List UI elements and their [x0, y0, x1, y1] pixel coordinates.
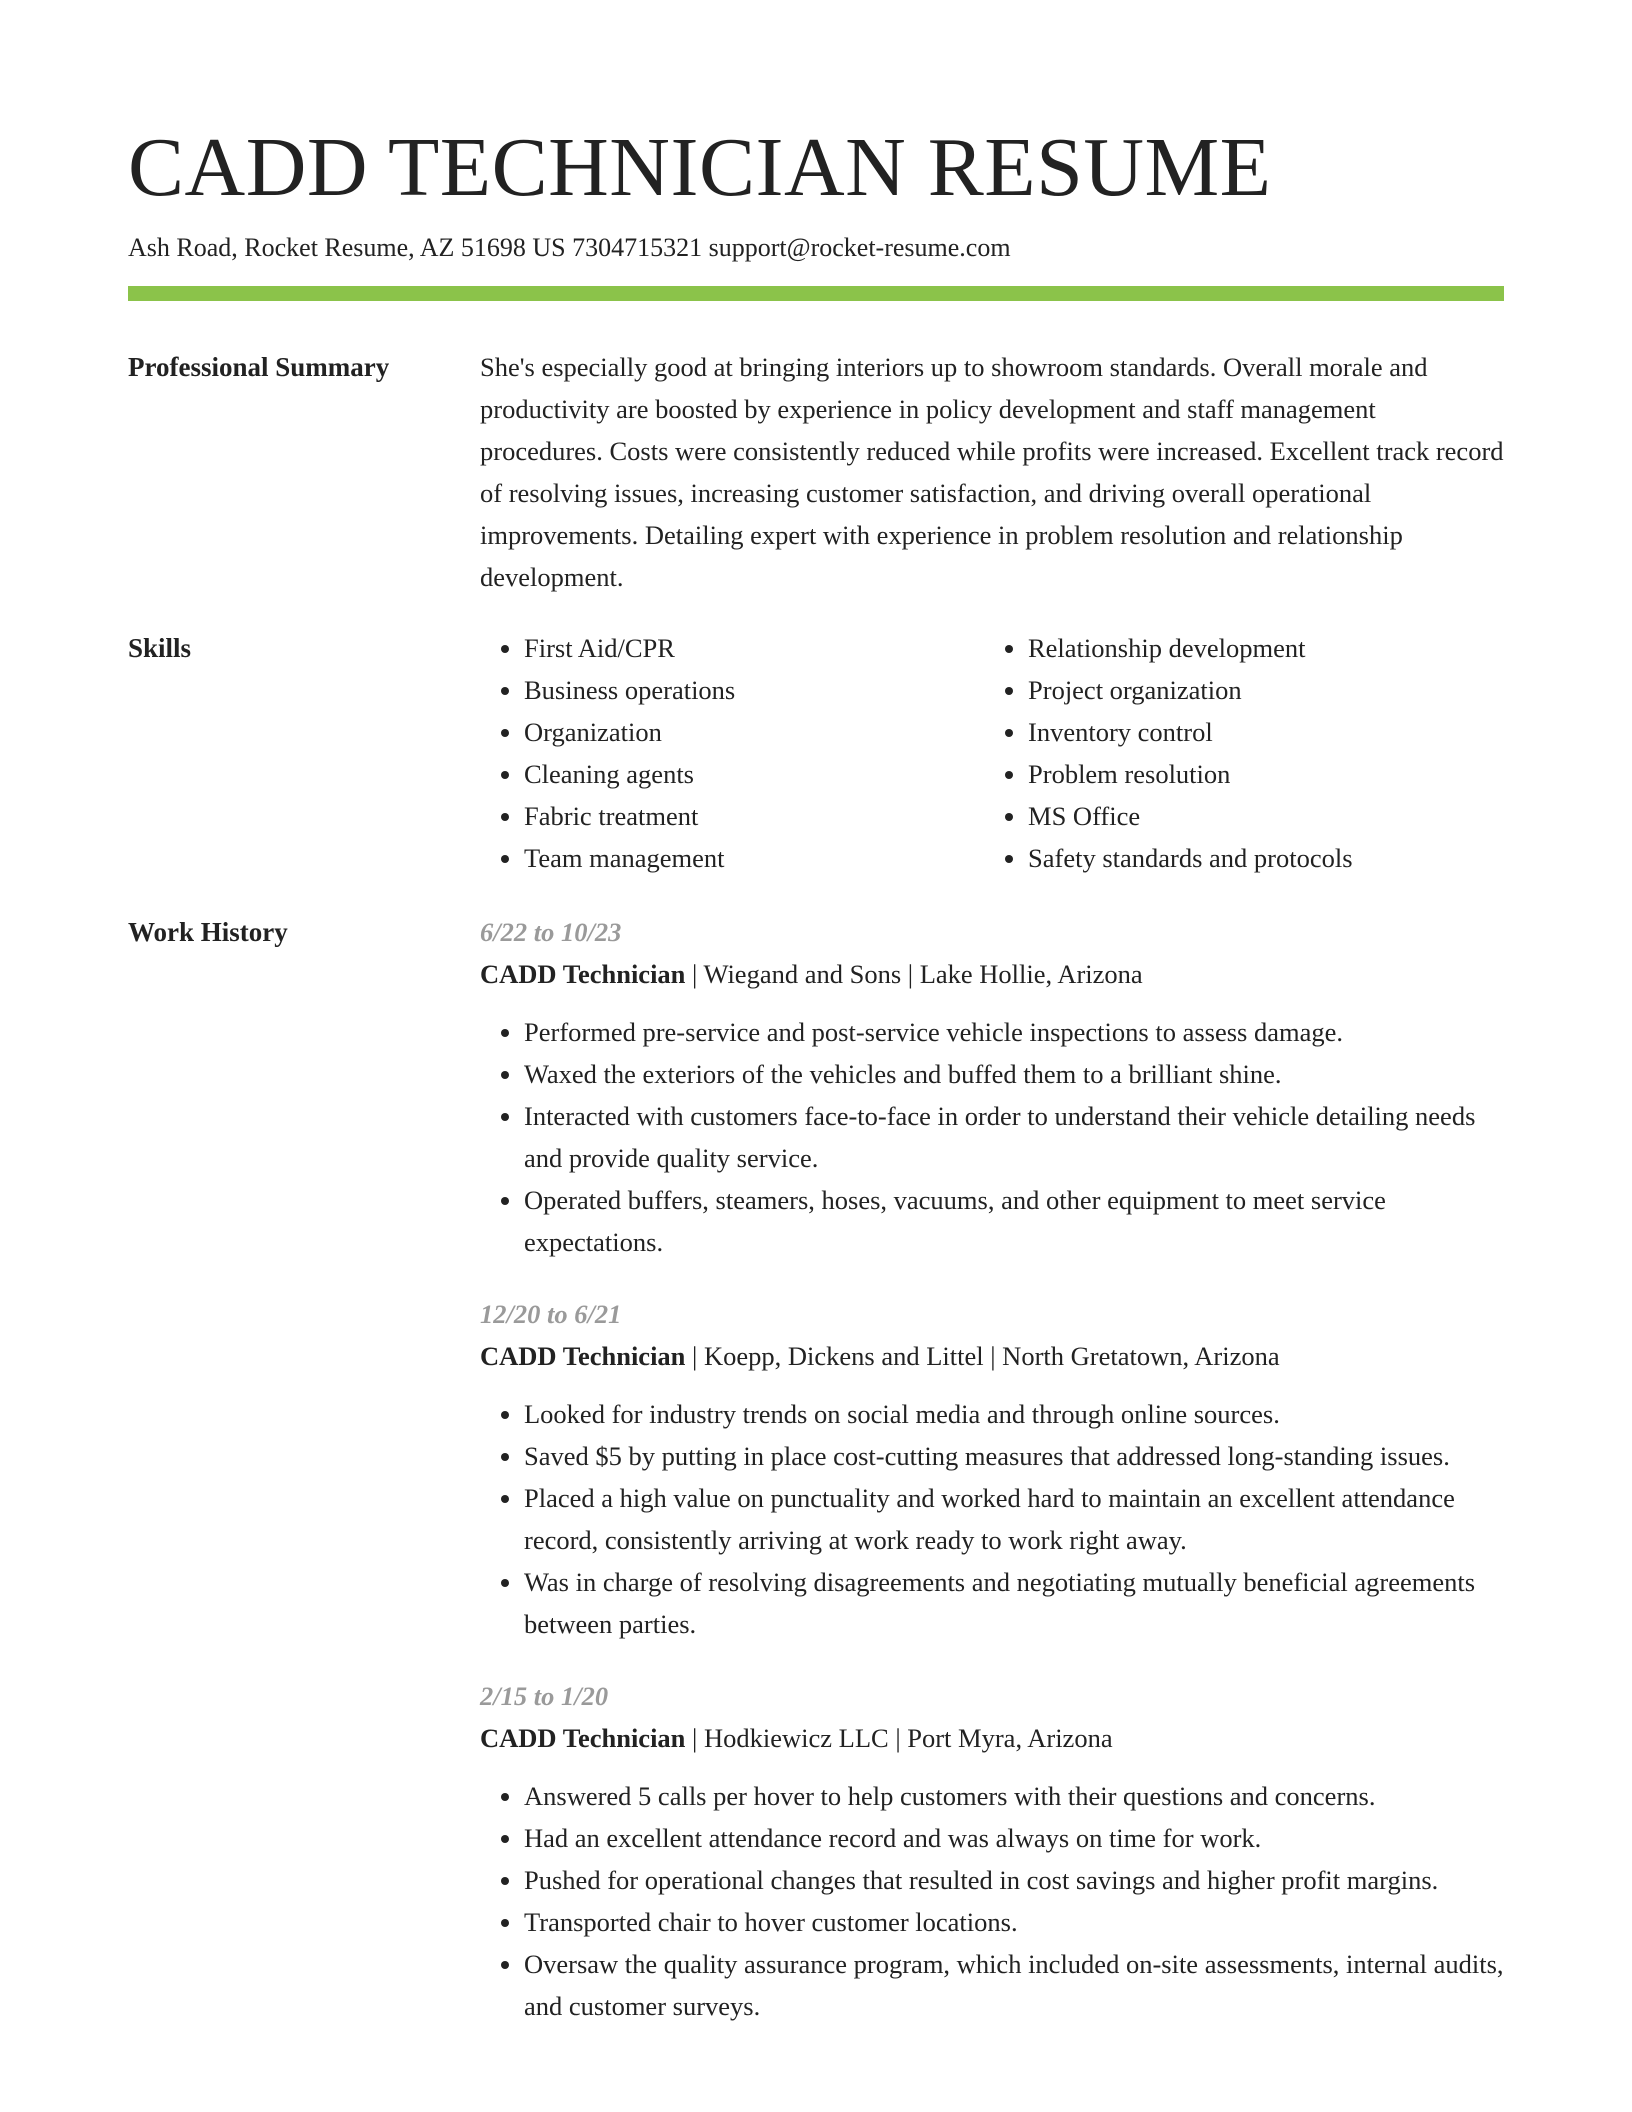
skill-item: • Safety standards and protocols — [1028, 837, 1488, 879]
skill-item: • Business operations — [524, 669, 984, 711]
job-details: | Hodkiewicz LLC | Port Myra, Arizona — [685, 1723, 1113, 1753]
skills-column-right — [984, 627, 1488, 879]
summary-heading: Professional Summary — [128, 352, 390, 382]
job-entry — [480, 1293, 1504, 1645]
job-bullet: • Looked for industry trends on social media and through online sources. — [524, 1393, 1504, 1435]
skills-heading: Skills — [128, 633, 192, 663]
job-bullet: • Answered 5 calls per hover to help customers with their questions and concerns. — [524, 1775, 1504, 1817]
job-entry — [480, 911, 1504, 1263]
skills-grid — [480, 627, 1504, 879]
job-dates: 6/22 to 10/23 — [480, 917, 622, 947]
job-entry — [480, 1675, 1504, 2027]
job-details: | Wiegand and Sons | Lake Hollie, Arizona — [685, 959, 1143, 989]
resume-title: CADD TECHNICIAN RESUME — [128, 121, 1272, 214]
job-heading — [480, 1717, 1504, 1759]
header-divider — [128, 286, 1504, 301]
skill-item: • Project organization — [1028, 669, 1488, 711]
job-bullet: • Saved $5 by putting in place cost-cutting measures that addressed long-standing issues. — [524, 1435, 1504, 1477]
skills-column-left — [480, 627, 984, 879]
skills-body — [480, 627, 1504, 879]
skill-item: • MS Office — [1028, 795, 1488, 837]
job-details: | Koepp, Dickens and Littel | North Gretatown, Arizona — [685, 1341, 1280, 1371]
job-title: CADD Technician — [480, 959, 686, 989]
skill-item: • Inventory control — [1028, 711, 1488, 753]
job-bullet: • Had an excellent attendance record and was always on time for work. — [524, 1817, 1504, 1859]
skill-item: • Cleaning agents — [524, 753, 984, 795]
job-title: CADD Technician — [480, 1723, 686, 1753]
job-bullet: • Operated buffers, steamers, hoses, vacuums, and other equipment to meet service expectations. — [524, 1179, 1504, 1263]
skill-item: • Relationship development — [1028, 627, 1488, 669]
job-bullet: • Pushed for operational changes that resulted in cost savings and higher profit margins. — [524, 1859, 1504, 1901]
job-bullet: • Placed a high value on punctuality and worked hard to maintain an excellent attendance record, consistently arriving at work ready to work right away. — [524, 1477, 1504, 1561]
work-history-heading: Work History — [128, 917, 288, 947]
contact-info: Ash Road, Rocket Resume, AZ 51698 US 7304715321 support@rocket-resume.com — [128, 233, 1011, 262]
job-title: CADD Technician — [480, 1341, 686, 1371]
summary-body — [480, 346, 1504, 598]
job-dates: 2/15 to 1/20 — [480, 1681, 609, 1711]
skill-item: • First Aid/CPR — [524, 627, 984, 669]
work-history-body — [480, 911, 1504, 2057]
job-bullet: • Oversaw the quality assurance program, which included on-site assessments, internal audits, and customer surveys. — [524, 1943, 1504, 2027]
job-bullet-list — [480, 1775, 1504, 2027]
skill-item: • Team management — [524, 837, 984, 879]
summary-text: She's especially good at bringing interiors up to showroom standards. Overall morale and productivity are boosted by experience in policy development and staff management procedures. Costs were consistently reduced while profits were increased. Excellent track record of resolving issues, increasing customer satisfaction, and driving overall operational improvements. Detailing expert with experience in problem resolution and relationship development. — [480, 352, 1504, 592]
job-bullet: • Interacted with customers face-to-face in order to understand their vehicle detailing needs and provide quality service. — [524, 1095, 1504, 1179]
job-heading — [480, 1335, 1504, 1377]
job-dates: 12/20 to 6/21 — [480, 1299, 622, 1329]
skill-item: • Fabric treatment — [524, 795, 984, 837]
job-bullet: • Transported chair to hover customer locations. — [524, 1901, 1504, 1943]
job-bullet-list — [480, 1011, 1504, 1263]
skill-item: • Organization — [524, 711, 984, 753]
job-bullet: • Waxed the exteriors of the vehicles and buffed them to a brilliant shine. — [524, 1053, 1504, 1095]
skill-item: • Problem resolution — [1028, 753, 1488, 795]
job-heading — [480, 953, 1504, 995]
job-bullet-list — [480, 1393, 1504, 1645]
job-bullet: • Was in charge of resolving disagreements and negotiating mutually beneficial agreements between parties. — [524, 1561, 1504, 1645]
job-bullet: • Performed pre-service and post-service vehicle inspections to assess damage. — [524, 1011, 1504, 1053]
